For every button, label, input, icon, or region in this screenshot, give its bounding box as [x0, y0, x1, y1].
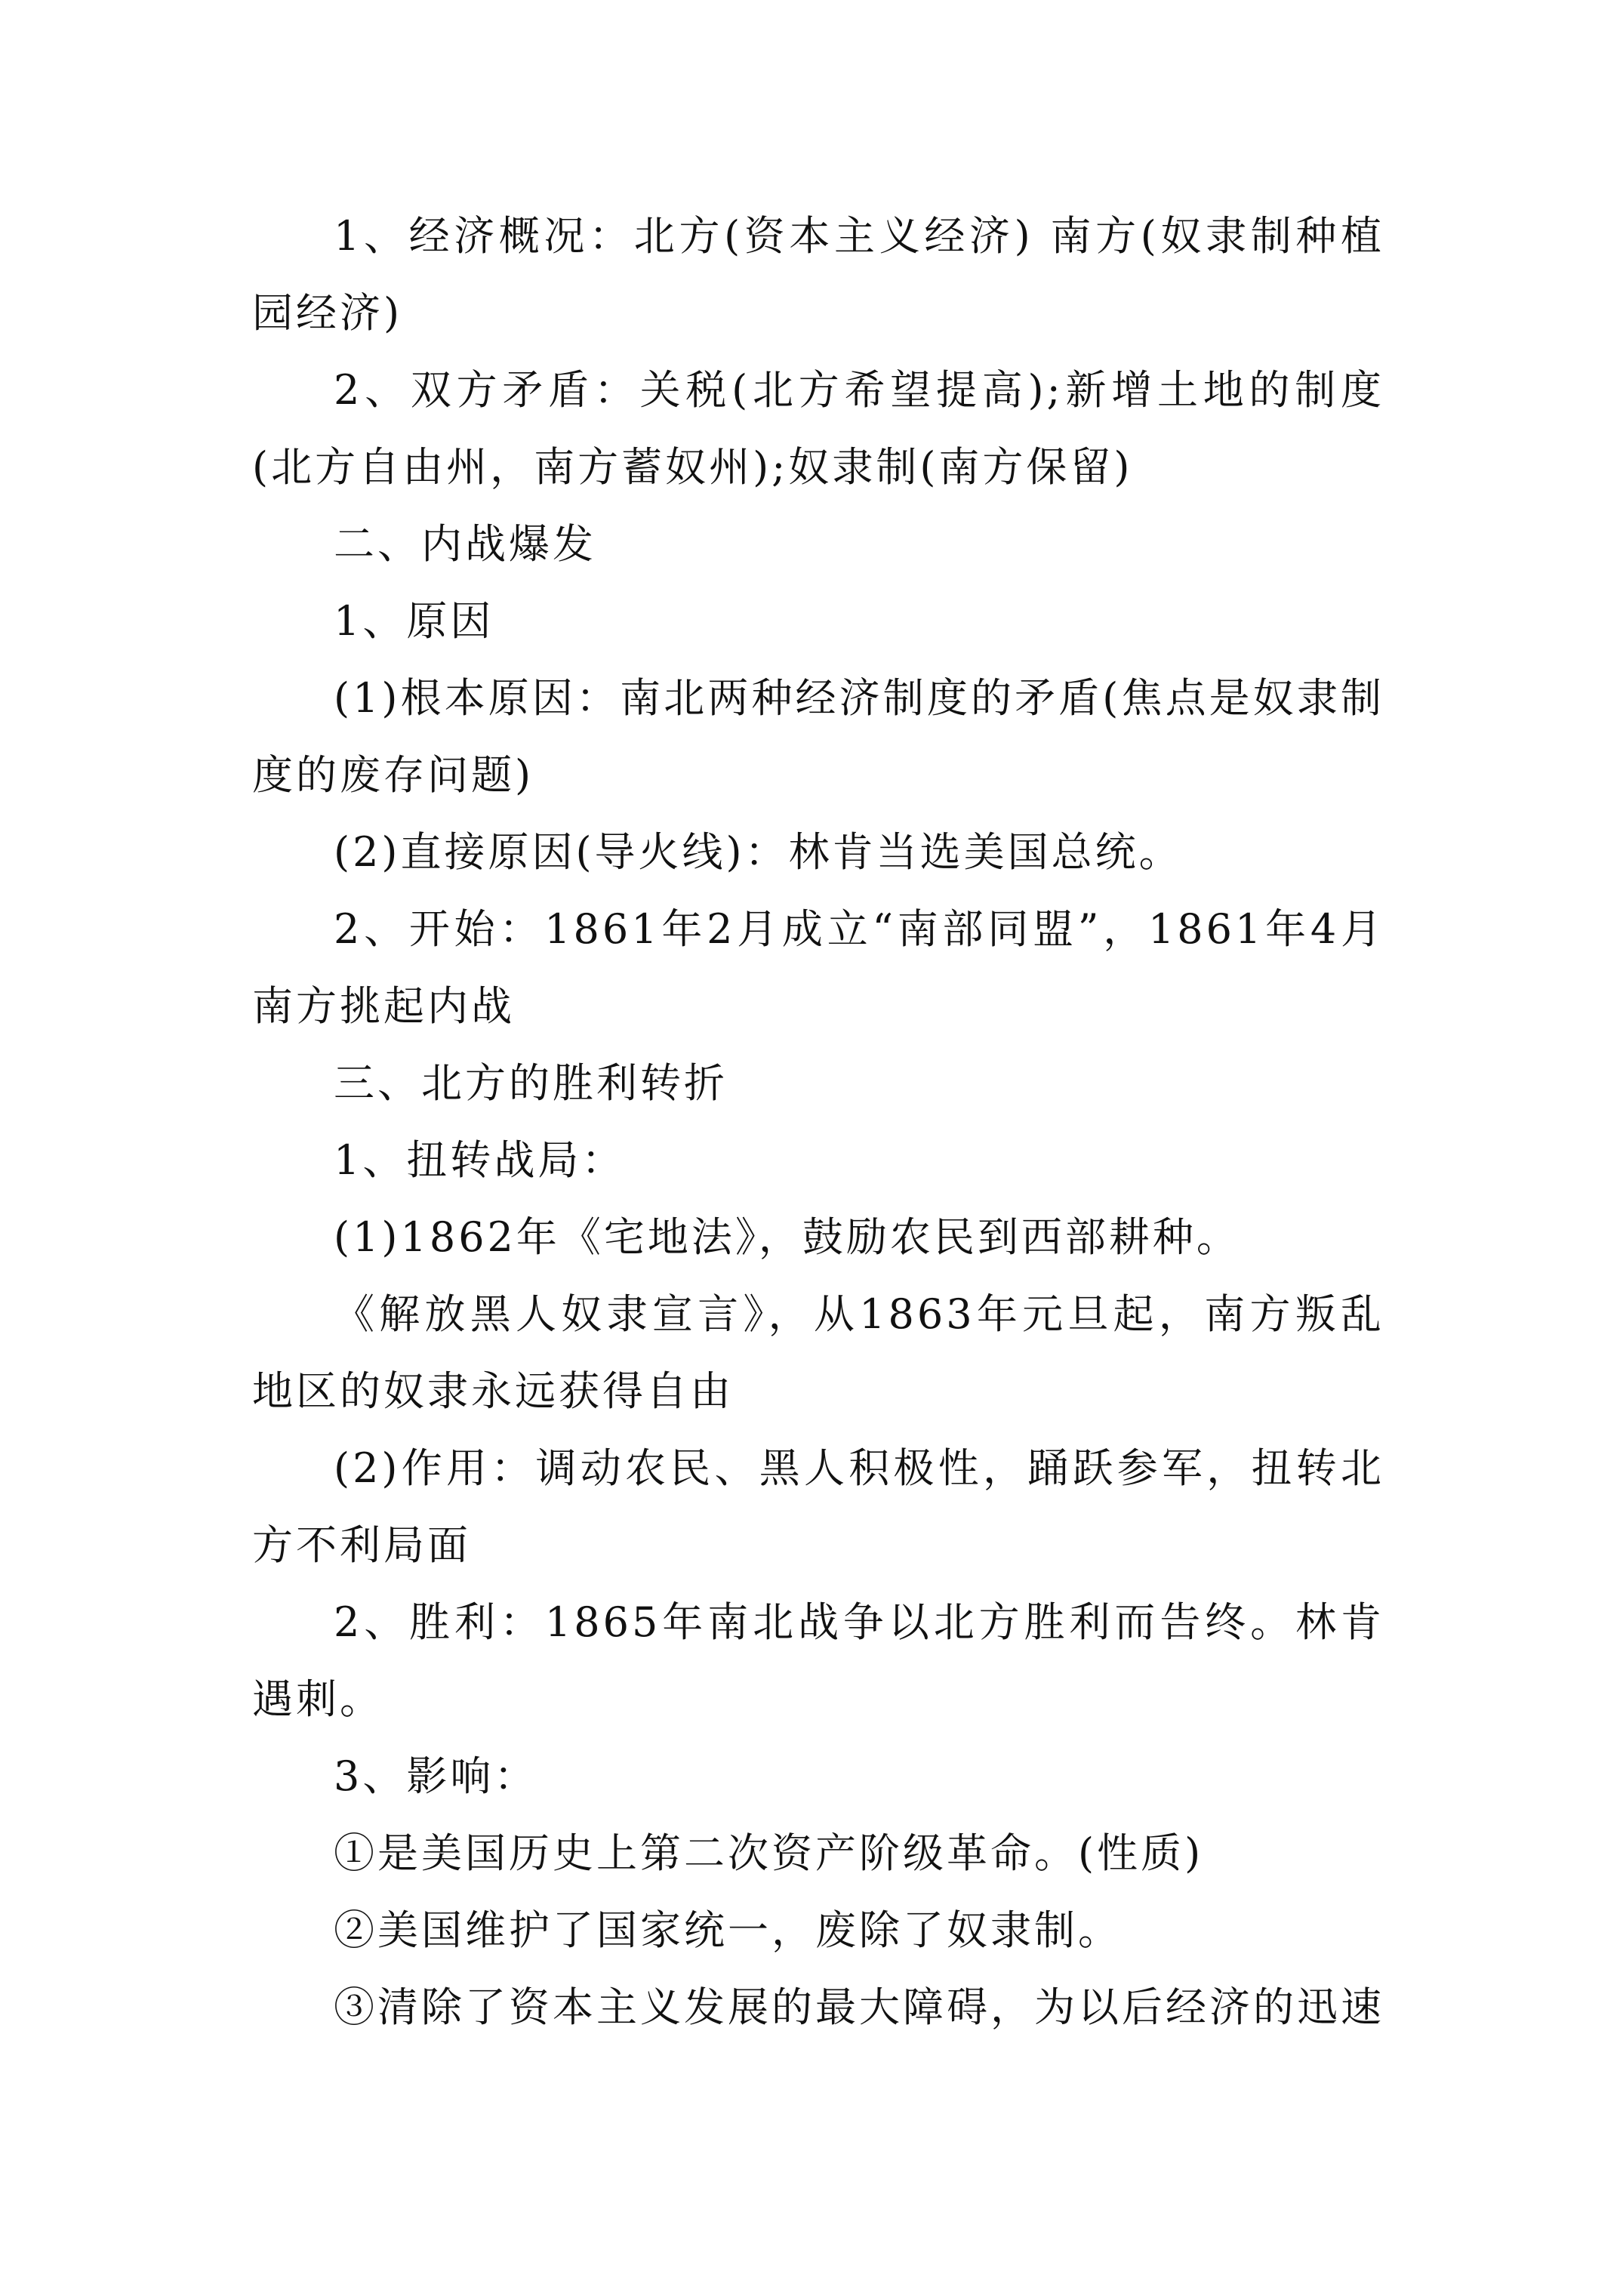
paragraph-direct-cause: (2)直接原因(导火线)：林肯当选美国总统。: [334, 828, 1183, 876]
paragraph-war-start: 2、开始：1861年2月成立“南部同盟”，1861年4月南方挑起内战: [252, 905, 1384, 1030]
subheading-impact: 3、影响：: [334, 1752, 538, 1800]
paragraph-conflicts: 2、双方矛盾：关税(北方希望提高);新增土地的制度(北方自由州，南方蓄奴州);奴隶制(南方保留): [252, 366, 1384, 491]
paragraph-homestead-act: (1)1862年《宅地法》，鼓励农民到西部耕种。: [334, 1213, 1240, 1261]
paragraph-effect: (2)作用：调动农民、黑人积极性，踊跃参军，扭转北方不利局面: [252, 1444, 1384, 1569]
paragraph-impact-3: ③清除了资本主义发展的最大障碍，为以后经济的迅速: [334, 1983, 1384, 2031]
paragraph-victory: 2、胜利：1865年南北战争以北方胜利而告终。林肯遇刺。: [252, 1598, 1384, 1723]
paragraph-impact-1: ①是美国历史上第二次资产阶级革命。(性质): [334, 1829, 1204, 1877]
paragraph-root-cause: (1)根本原因：南北两种经济制度的矛盾(焦点是奴隶制度的废存问题): [252, 674, 1384, 799]
document-body: [252, 198, 1384, 2046]
paragraph-impact-2: ②美国维护了国家统一，废除了奴隶制。: [334, 1906, 1122, 1954]
section-heading-war-outbreak: 二、内战爆发: [334, 520, 596, 568]
subheading-turning-point: 1、扭转战局：: [334, 1136, 626, 1184]
subheading-causes: 1、原因: [334, 597, 494, 645]
paragraph-emancipation: 《解放黑人奴隶宣言》，从1863年元旦起，南方叛乱地区的奴隶永远获得自由: [252, 1290, 1384, 1415]
section-heading-north-victory: 三、北方的胜利转折: [334, 1059, 728, 1107]
paragraph-economy-overview: 1、经济概况：北方(资本主义经济) 南方(奴隶制种植园经济): [252, 212, 1384, 337]
